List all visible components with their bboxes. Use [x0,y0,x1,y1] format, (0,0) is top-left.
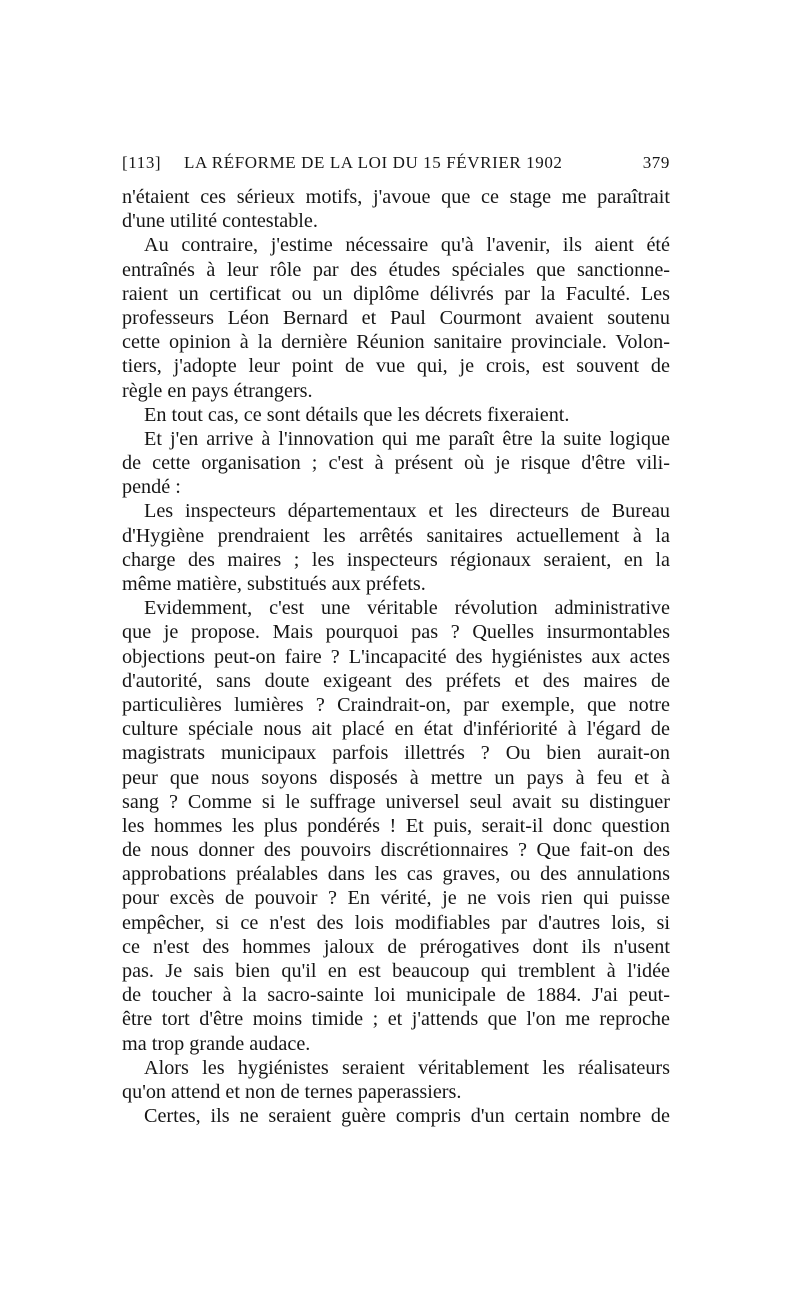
text-line: d'une utilité contestable. [122,210,318,233]
page-number: 379 [642,153,670,172]
text-line: pendé : [122,476,181,499]
text-line: pour excès de pouvoir ? En vérité, je ne vois rien qui puisse [122,887,670,910]
text-line: sang ? Comme si le suffrage universel seul avait su distinguer [122,790,670,813]
text-line: raient un certificat ou un diplôme délivrés par la Faculté. Les [122,282,670,305]
text-line: Certes, ils ne seraient guère compris d'un certain nombre de [144,1105,670,1128]
text-line: les hommes les plus pondérés ! Et puis, serait-il donc question [122,814,670,837]
text-line: Les inspecteurs départementaux et les directeurs de Bureau [144,500,670,523]
text-line: culture spéciale nous ait placé en état d'infériorité à l'égard de [122,718,670,741]
text-line: d'Hygiène prendraient les arrêtés sanitaires actuellement à la [122,524,670,547]
text-line: cette opinion à la dernière Réunion sanitaire provinciale. Volon- [122,331,670,354]
text-line: pas. Je sais bien qu'il en est beaucoup qui tremblent à l'idée [122,960,670,982]
running-header [122,153,670,177]
text-line: peur que nous soyons disposés à mettre un pays à feu et à [122,766,670,789]
text-line: de nous donner des pouvoirs discrétionnaires ? Que fait-on des [122,839,670,862]
text-line: d'autorité, sans doute exigeant des préfets et des maires de [122,669,670,692]
text-line: particulières lumières ? Craindrait-on, par exemple, que notre [122,693,670,716]
text-line: même matière, substitués aux préfets. [122,573,426,595]
text-line: Et j'en arrive à l'innovation qui me paraît être la suite logique [144,427,670,450]
text-line: entraînés à leur rôle par des études spéciales que sanctionne- [122,258,670,281]
text-line: qu'on attend et non de ternes paperassiers. [122,1080,462,1103]
text-line: approbations préalables dans les cas graves, ou des annulations [122,863,670,886]
text-line: charge des maires ; les inspecteurs régionaux seraient, en la [122,548,670,571]
text-line: règle en pays étrangers. [122,379,313,402]
body-text [122,185,670,1128]
running-title: LA RÉFORME DE LA LOI DU 15 FÉVRIER 1902 [184,153,563,172]
text-line: Evidemment, c'est une véritable révolution administrative [144,597,670,620]
text-line: tiers, j'adopte leur point de vue qui, je crois, est souvent de [122,355,670,378]
text-line: n'étaient ces sérieux motifs, j'avoue que ce stage me paraîtrait [122,186,670,208]
text-line: de toucher à la sacro-sainte loi municipale de 1884. J'ai peut- [122,984,670,1007]
text-line: être tort d'être moins timide ; et j'attends que l'on me reproche [122,1008,670,1031]
text-line: de cette organisation ; c'est à présent où je risque d'être vili- [122,452,670,475]
text-line: En tout cas, ce sont détails que les décrets fixeraient. [144,403,570,426]
section-number: [113] [122,153,162,172]
text-line: Alors les hygiénistes seraient véritablement les réalisateurs [144,1056,670,1079]
text-line: magistrats municipaux parfois illettrés ? Ou bien aurait-on [122,742,670,765]
text-line: que je propose. Mais pourquoi pas ? Quelles insurmontables [122,621,670,644]
text-line: objections peut-on faire ? L'incapacité des hygiénistes aux actes [122,645,670,668]
text-line: ce n'est des hommes jaloux de prérogatives dont ils n'usent [122,935,670,958]
text-line: empêcher, si ce n'est des lois modifiables par d'autres lois, si [122,911,670,934]
text-line: ma trop grande audace. [122,1032,311,1055]
text-line: professeurs Léon Bernard et Paul Courmont avaient soutenu [122,306,670,329]
text-line: Au contraire, j'estime nécessaire qu'à l'avenir, ils aient été [144,234,670,257]
